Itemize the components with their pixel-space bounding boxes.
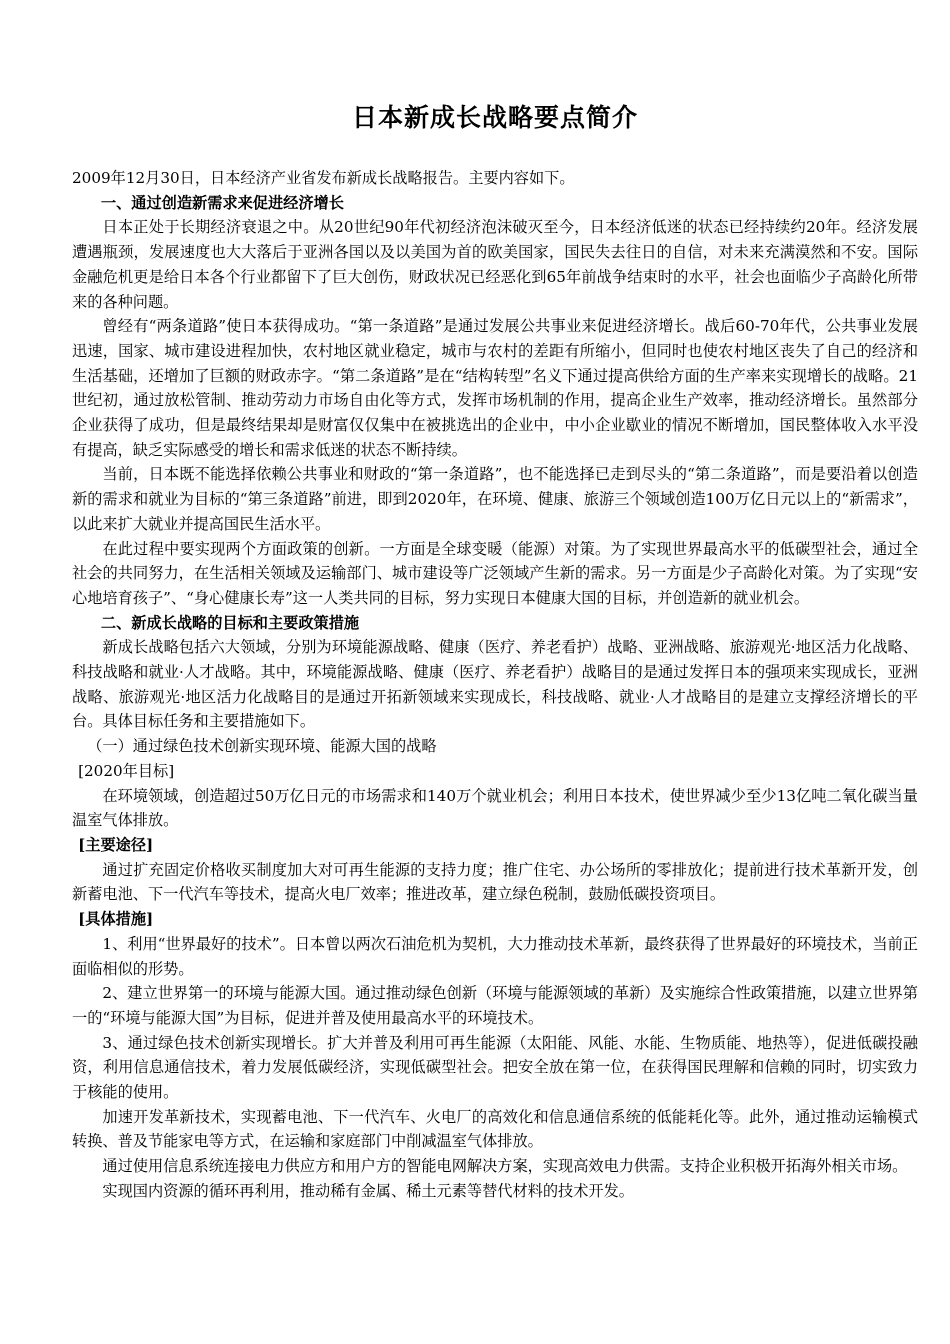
section2-heading: 二、新成长战略的目标和主要政策措施 xyxy=(100,613,360,632)
document-body xyxy=(72,166,918,1204)
document-page xyxy=(72,0,918,1204)
intro-paragraph: 2009年12月30日，日本经济产业省发布新成长战略报告。主要内容如下。 xyxy=(72,169,575,187)
measure-4: 加速开发革新技术，实现蓄电池、下一代汽车、火电厂的高效化和信息通信系统的低能耗化等。此外，通过推动运输模式转换、普及节能家电等方式，在运输和家庭部门中削减温室气体排放。 xyxy=(72,1107,918,1151)
measure-3: 3、通过绿色技术创新实现增长。扩大并普及利用可再生能源（太阳能、风能、水能、生物质能、地热等），促进低碳投融资，利用信息通信技术，着力发展低碳经济，实现低碳型社会。把安全放在第一位，在获得国民理解和信赖的同时，切实致力于核能的使用。 xyxy=(72,1033,918,1102)
section1-paragraph-2: 曾经有“两条道路”使日本获得成功。“第一条道路”是通过发展公共事业来促进经济增长。战后60-70年代，公共事业发展迅速，国家、城市建设进程加快，农村地区就业稳定，城市与农村的差距有所缩小，但同时也使农村地区丧失了自己的经济和生活基础，还增加了巨额的财政赤字。“第二条道路”是在“结构转型”名义下通过提高供给方面的生产率来实现增长的战略。21世纪初，通过放松管制、推动劳动力市场自由化等方式，发挥市场机制的作用，提高企业生产效率，推动经济增长。虽然部分企业获得了成功，但是最终结果却是财富仅仅集中在被挑选出的企业中，中小企业歇业的情况不断增加，国民整体收入水平没有提高，缺乏实际感受的增长和需求低迷的状态不断持续。 xyxy=(72,317,918,459)
section1-heading: 一、通过创造新需求来促进经济增长 xyxy=(100,193,344,212)
path-label: [主要途径] xyxy=(78,835,154,854)
measure-2: 2、建立世界第一的环境与能源大国。通过推动绿色创新（环境与能源领域的革新）及实施综合性政策措施，以建立世界第一的“环境与能源大国”为目标，促进并普及使用最高水平的环境技术。 xyxy=(72,984,918,1027)
section1-paragraph-4: 在此过程中要实现两个方面政策的创新。一方面是全球变暖（能源）对策。为了实现世界最高水平的低碳型社会，通过全社会的共同努力，在生活相关领域及运输部门、城市建设等广泛领域产生新的需求。另一方面是少子高龄化对策。为了实现“安心地培育孩子”、“身心健康长寿”这一人类共同的目标，努力实现日本健康大国的目标，并创造新的就业机会。 xyxy=(72,539,918,607)
subsection1-heading: （一）通过绿色技术创新实现环境、能源大国的战略 xyxy=(87,737,437,756)
measure-1: 1、利用“世界最好的技术”。日本曾以两次石油危机为契机，大力推动技术革新，最终获得了世界最好的环境技术，当前正面临相似的形势。 xyxy=(72,934,918,978)
goal-label: [2020年目标] xyxy=(78,761,175,780)
measures-label: [具体措施] xyxy=(78,910,154,929)
measure-5: 通过使用信息系统连接电力供应方和用户方的智能电网解决方案，实现高效电力供需。支持企业积极开拓海外相关市场。 xyxy=(102,1157,908,1176)
section1-paragraph-1: 日本正处于长期经济衰退之中。从20世纪90年代初经济泡沫破灭至今，日本经济低迷的状态已经持续约20年。经济发展遭遇瓶颈，发展速度也大大落后于亚洲各国以及以美国为首的欧美国家，国民失去往日的自信，对未来充满漠然和不安。国际金融危机更是给日本各个行业都留下了巨大创伤，财政状况已经恶化到65年前战争结束时的水平，社会也面临少子高龄化所带来的各种问题。 xyxy=(72,218,918,311)
measure-6: 实现国内资源的循环再利用，推动稀有金属、稀土元素等替代材料的技术开发。 xyxy=(102,1181,634,1200)
goal-text: 在环境领域，创造超过50万亿日元的市场需求和140万个就业机会；利用日本技术，使世界减少至少13亿吨二氧化碳当量温室气体排放。 xyxy=(72,786,918,830)
document-title: 日本新成长战略要点简介 xyxy=(351,103,638,132)
path-text: 通过扩充固定价格收买制度加大对可再生能源的支持力度；推广住宅、办公场所的零排放化；提前进行技术革新开发，创新蓄电池、下一代汽车等技术，提高火电厂效率；推进改革，建立绿色税制，鼓励低碳投资项目。 xyxy=(72,860,918,904)
section1-paragraph-3: 当前，日本既不能选择依赖公共事业和财政的“第一条道路”，也不能选择已走到尽头的“第二条道路”，而是要沿着以创造新的需求和就业为目标的“第三条道路”前进，即到2020年，在环境、健康、旅游三个领域创造100万亿日元以上的“新需求”，以此来扩大就业并提高国民生活水平。 xyxy=(72,465,918,533)
section2-paragraph-1: 新成长战略包括六大领域，分别为环境能源战略、健康（医疗、养老看护）战略、亚洲战略、旅游观光·地区活力化战略、科技战略和就业·人才战略。其中，环境能源战略、健康（医疗、养老看护）战略目的是通过发挥日本的强项来实现成长，亚洲战略、旅游观光·地区活力化战略目的是通过开拓新领域来实现成长，科技战略、就业·人才战略目的是建立支撑经济增长的平台。具体目标任务和主要措施如下。 xyxy=(72,638,918,731)
